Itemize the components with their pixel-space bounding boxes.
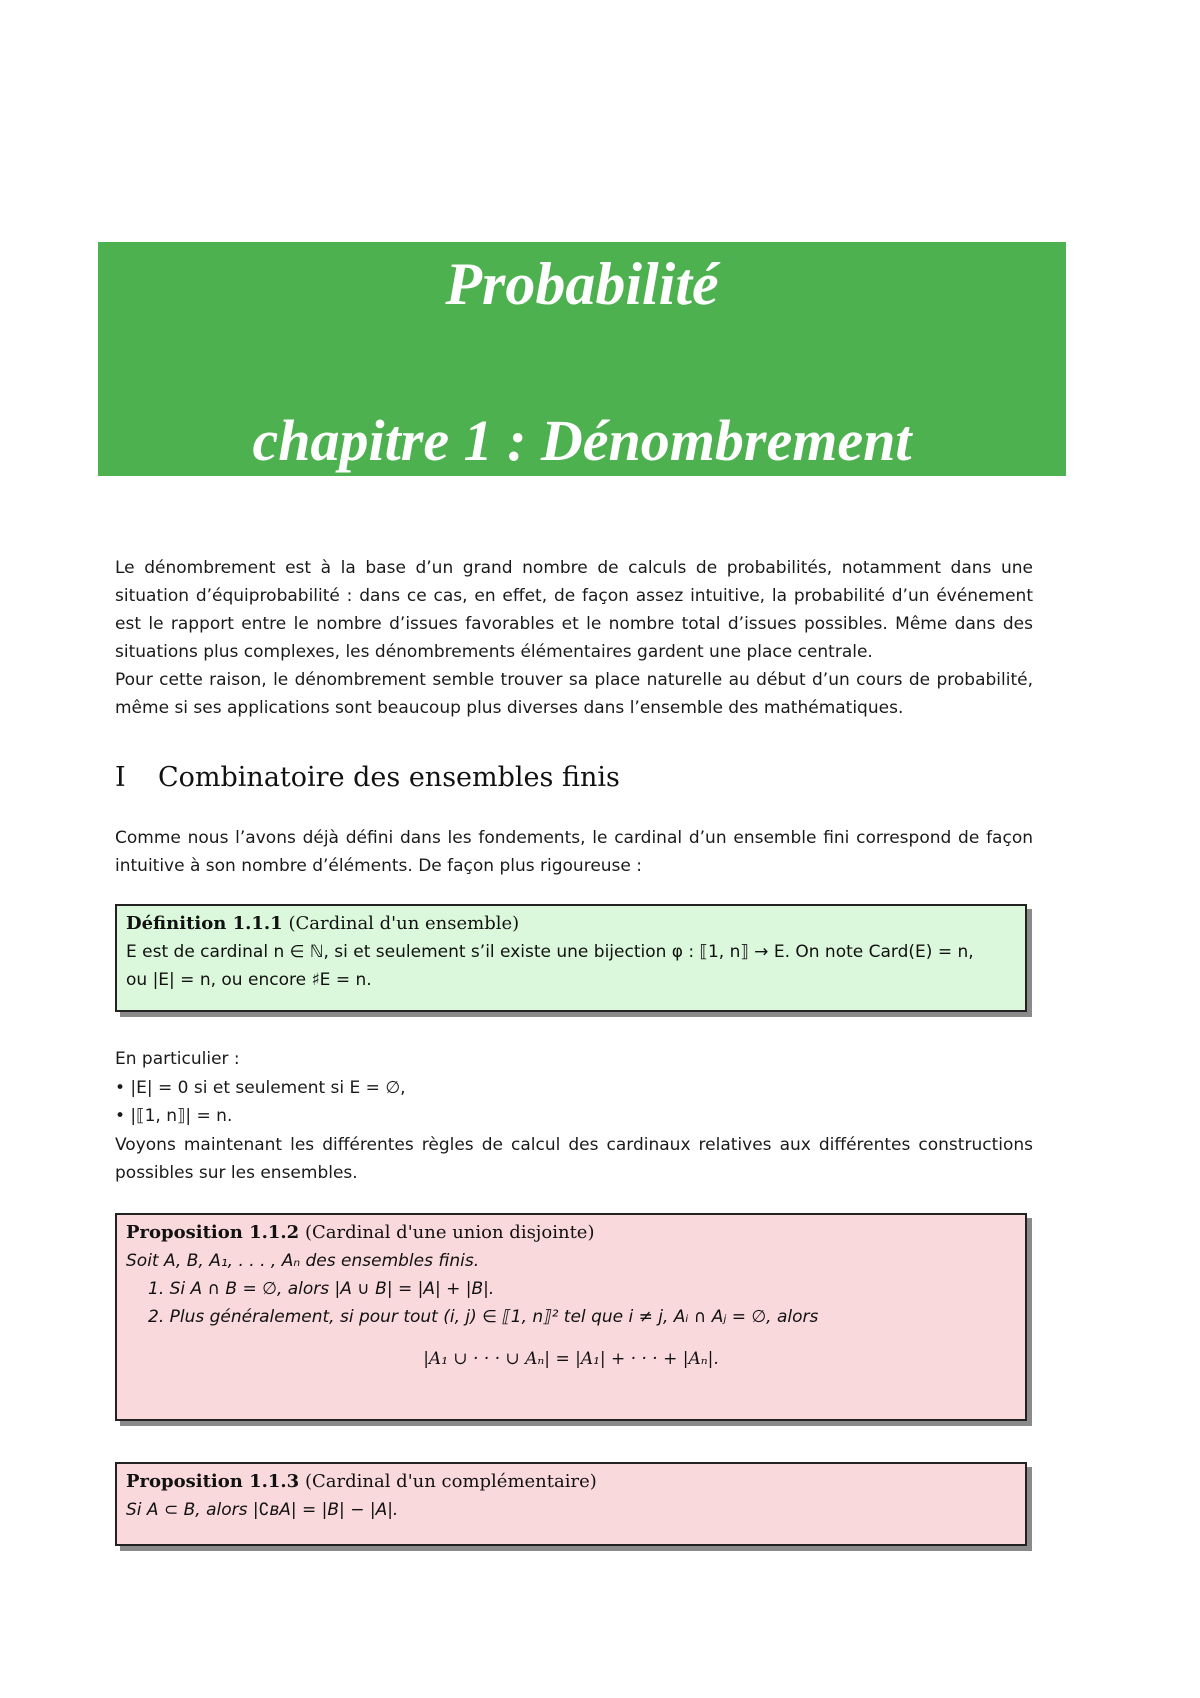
proposition-heading bbox=[126, 1219, 1016, 1247]
proposition-intro: Soit A, B, A₁, . . . , Aₙ des ensembles finis. bbox=[126, 1251, 480, 1271]
document-title: Probabilité bbox=[445, 251, 719, 317]
definition-line-1: E est de cardinal n ∈ ℕ, si et seulement s’il existe une bijection φ : ⟦1, n⟧ → E. On note Card(E) = n, bbox=[126, 942, 974, 962]
particular-after: Voyons maintenant les différentes règles de calcul des cardinaux relatives aux différentes constructions possibles sur les ensembles. bbox=[115, 1135, 1033, 1183]
proposition-item-2: 2. Plus généralement, si pour tout (i, j) ∈ ⟦1, n⟧² tel que i ≠ j, Aᵢ ∩ Aⱼ = ∅, alors bbox=[148, 1307, 819, 1327]
particular-intro: En particulier : bbox=[115, 1049, 240, 1069]
definition-line-2: ou |E| = n, ou encore ♯E = n. bbox=[126, 970, 372, 990]
proposition-item-1: 1. Si A ∩ B = ∅, alors |A ∪ B| = |A| + |B|. bbox=[148, 1279, 495, 1299]
particular-bullet-2: • |⟦1, n⟧| = n. bbox=[115, 1106, 233, 1126]
section-heading bbox=[115, 762, 620, 793]
proposition-box-union bbox=[115, 1213, 1027, 1421]
definition-box bbox=[115, 904, 1027, 1012]
proposition-name: (Cardinal d'un complémentaire) bbox=[304, 1471, 597, 1492]
chapter-title: chapitre 1 : Dénombrement bbox=[252, 408, 912, 473]
section-intro-paragraph: Comme nous l’avons déjà défini dans les fondements, le cardinal d’un ensemble fini correspond de façon intuitive à son nombre d’éléments. De façon plus rigoureuse : bbox=[115, 828, 1033, 876]
title-banner bbox=[98, 242, 1066, 476]
definition-heading bbox=[126, 910, 1016, 938]
proposition-box-complement bbox=[115, 1462, 1027, 1546]
proposition-label: Proposition 1.1.3 bbox=[126, 1471, 300, 1492]
proposition-text: Si A ⊂ B, alors |∁ʙA| = |B| − |A|. bbox=[126, 1500, 399, 1520]
intro-paragraph-2: Pour cette raison, le dénombrement semble trouver sa place naturelle au début d’un cours de probabilité, même si ses applications sont beaucoup plus diverses dans l’ensemble des mathématiques. bbox=[115, 670, 1033, 718]
proposition-heading bbox=[126, 1468, 1016, 1496]
particular-bullet-1: • |E| = 0 si et seulement si E = ∅, bbox=[115, 1078, 406, 1098]
definition-name: (Cardinal d'un ensemble) bbox=[288, 913, 520, 934]
definition-label: Définition 1.1.1 bbox=[126, 913, 283, 934]
proposition-formula: |A₁ ∪ · · · ∪ Aₙ| = |A₁| + · · · + |Aₙ|. bbox=[423, 1349, 719, 1369]
proposition-name: (Cardinal d'une union disjointe) bbox=[304, 1222, 595, 1243]
proposition-label: Proposition 1.1.2 bbox=[126, 1222, 300, 1243]
section-number: I bbox=[115, 762, 126, 793]
section-title: Combinatoire des ensembles finis bbox=[158, 762, 620, 793]
intro-paragraph-1: Le dénombrement est à la base d’un grand nombre de calculs de probabilités, notamment dans une situation d’équiprobabilité : dans ce cas, en effet, de façon assez intuitive, la probabilité d’un événement est le rapport entre le nombre d’issues favorables et le nombre total d’issues possibles. Même dans des situations plus complexes, les dénombrements élémentaires gardent une place centrale. bbox=[115, 558, 1033, 662]
